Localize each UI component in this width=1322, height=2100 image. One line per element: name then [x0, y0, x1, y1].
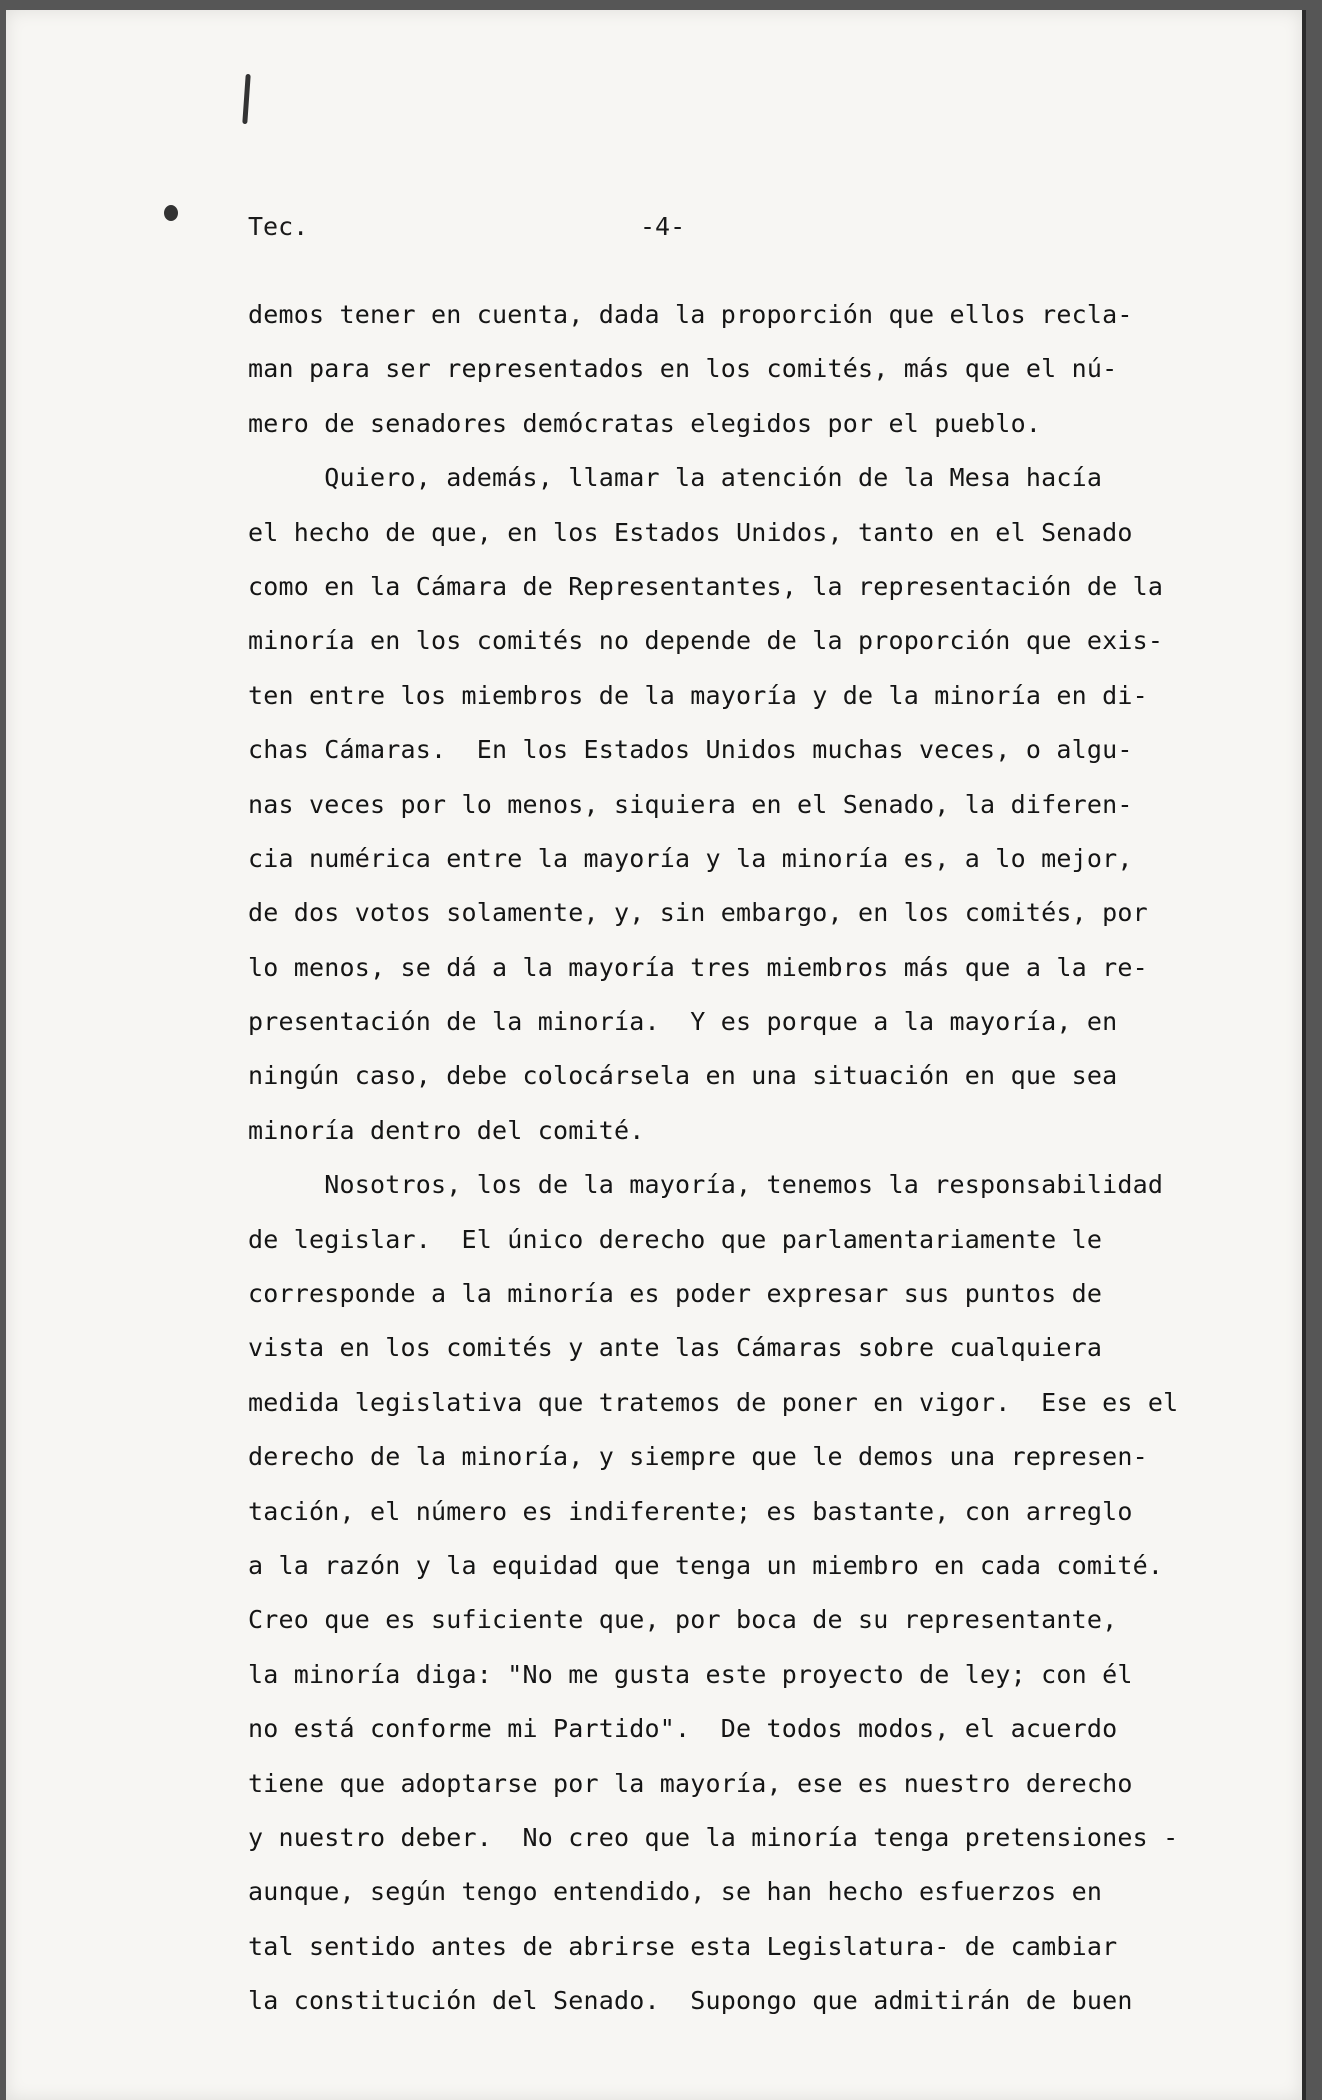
text-line: man para ser representados en los comités, más que el nú- [248, 354, 1118, 384]
text-line: a la razón y la equidad que tenga un miembro en cada comité. [248, 1550, 1164, 1580]
text-line: aunque, según tengo entendido, se han hecho esfuerzos en [248, 1877, 1103, 1907]
page-edge-shadow [1302, 10, 1306, 2100]
text-line: ningún caso, debe colocársela en una situación en que sea [248, 1061, 1118, 1091]
text-line: ten entre los miembros de la mayoría y de la minoría en di- [248, 680, 1148, 710]
text-line: tiene que adoptarse por la mayoría, ese es nuestro derecho [248, 1768, 1133, 1798]
text-line: la minoría diga: "No me gusta este proyecto de ley; con él [248, 1659, 1133, 1689]
document-body [248, 288, 1208, 2029]
text-line: tal sentido antes de abrirse esta Legislatura- de cambiar [248, 1931, 1118, 1961]
text-line: corresponde a la minoría es poder expresar sus puntos de [248, 1279, 1103, 1309]
text-line: nas veces por lo menos, siquiera en el Senado, la diferen- [248, 789, 1133, 819]
text-line: derecho de la minoría, y siempre que le demos una represen- [248, 1442, 1148, 1472]
text-line: Creo que es suficiente que, por boca de su representante, [248, 1605, 1118, 1635]
text-line: Nosotros, los de la mayoría, tenemos la responsabilidad [248, 1170, 1164, 1200]
text-line: lo menos, se dá a la mayoría tres miembros más que a la re- [248, 952, 1148, 982]
punch-hole [164, 205, 178, 221]
text-line: tación, el número es indiferente; es bastante, con arreglo [248, 1496, 1133, 1526]
text-line: mero de senadores demócratas elegidos por el pueblo. [248, 408, 1042, 438]
page-number: -4- [640, 212, 686, 241]
page-header [248, 212, 1148, 252]
text-line: chas Cámaras. En los Estados Unidos muchas veces, o algu- [248, 735, 1133, 765]
text-line: la constitución del Senado. Supongo que admitirán de buen [248, 1986, 1133, 2016]
text-line: de dos votos solamente, y, sin embargo, en los comités, por [248, 898, 1148, 928]
text-line: demos tener en cuenta, dada la proporción que ellos recla- [248, 300, 1133, 329]
text-line: minoría dentro del comité. [248, 1115, 645, 1145]
text-line: no está conforme mi Partido". De todos modos, el acuerdo [248, 1714, 1118, 1744]
text-line: vista en los comités y ante las Cámaras sobre cualquiera [248, 1333, 1103, 1363]
text-line: Quiero, además, llamar la atención de la Mesa hacía [248, 463, 1103, 493]
text-line: y nuestro deber. No creo que la minoría tenga pretensiones - [248, 1822, 1179, 1852]
text-line: minoría en los comités no depende de la proporción que exis- [248, 626, 1164, 656]
text-line: cia numérica entre la mayoría y la minoría es, a lo mejor, [248, 843, 1133, 873]
header-reference: Tec. [248, 212, 309, 241]
text-line: como en la Cámara de Representantes, la representación de la [248, 571, 1164, 601]
text-line: presentación de la minoría. Y es porque a la mayoría, en [248, 1007, 1118, 1037]
text-line: el hecho de que, en los Estados Unidos, tanto en el Senado [248, 517, 1133, 547]
text-line: de legislar. El único derecho que parlamentariamente le [248, 1224, 1103, 1254]
text-line: medida legislativa que tratemos de poner en vigor. Ese es el [248, 1387, 1179, 1417]
